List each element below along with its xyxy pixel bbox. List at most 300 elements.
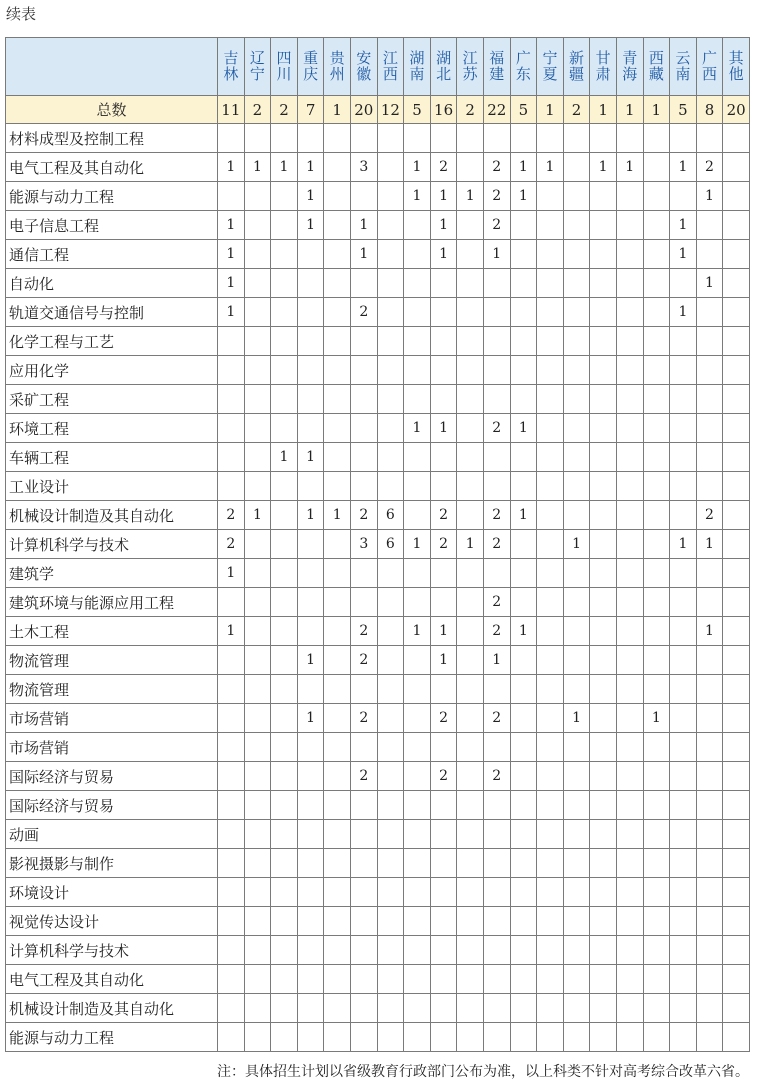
quota-cell bbox=[430, 356, 457, 385]
quota-cell bbox=[563, 153, 590, 182]
quota-cell bbox=[244, 791, 271, 820]
quota-cell bbox=[351, 269, 378, 298]
quota-cell: 1 bbox=[218, 617, 245, 646]
quota-cell bbox=[244, 617, 271, 646]
quota-cell bbox=[590, 849, 617, 878]
quota-cell bbox=[218, 182, 245, 211]
quota-cell bbox=[457, 298, 484, 327]
quota-cell bbox=[537, 791, 564, 820]
major-name: 材料成型及控制工程 bbox=[6, 124, 218, 153]
quota-cell bbox=[537, 588, 564, 617]
quota-cell bbox=[510, 240, 537, 269]
quota-cell bbox=[643, 675, 670, 704]
quota-cell bbox=[430, 878, 457, 907]
total-cell: 16 bbox=[430, 96, 457, 124]
quota-cell bbox=[537, 327, 564, 356]
quota-cell bbox=[324, 182, 351, 211]
quota-cell bbox=[537, 907, 564, 936]
major-name: 环境设计 bbox=[6, 878, 218, 907]
major-name: 建筑环境与能源应用工程 bbox=[6, 588, 218, 617]
quota-cell bbox=[510, 443, 537, 472]
province-label: 贵州 bbox=[329, 49, 345, 83]
quota-cell bbox=[351, 878, 378, 907]
quota-cell bbox=[377, 820, 404, 849]
table-row bbox=[6, 936, 750, 965]
quota-cell bbox=[537, 733, 564, 762]
quota-cell bbox=[537, 965, 564, 994]
quota-cell bbox=[537, 298, 564, 327]
quota-cell bbox=[218, 327, 245, 356]
quota-cell bbox=[723, 385, 750, 414]
quota-cell bbox=[616, 327, 643, 356]
quota-cell bbox=[271, 530, 298, 559]
total-cell: 5 bbox=[510, 96, 537, 124]
quota-cell bbox=[324, 472, 351, 501]
province-header bbox=[643, 38, 670, 96]
quota-cell bbox=[404, 269, 431, 298]
quota-cell bbox=[643, 965, 670, 994]
quota-cell bbox=[616, 530, 643, 559]
quota-cell bbox=[670, 472, 697, 501]
quota-cell bbox=[271, 385, 298, 414]
quota-cell bbox=[377, 588, 404, 617]
table-row bbox=[6, 124, 750, 153]
quota-cell: 1 bbox=[430, 211, 457, 240]
quota-cell bbox=[563, 240, 590, 269]
quota-cell bbox=[696, 733, 723, 762]
quota-cell: 2 bbox=[483, 588, 510, 617]
quota-cell bbox=[457, 704, 484, 733]
quota-cell bbox=[483, 965, 510, 994]
quota-cell bbox=[563, 472, 590, 501]
quota-cell: 1 bbox=[271, 443, 298, 472]
quota-cell bbox=[404, 965, 431, 994]
quota-cell bbox=[377, 617, 404, 646]
quota-cell bbox=[244, 878, 271, 907]
quota-cell bbox=[351, 327, 378, 356]
quota-cell: 1 bbox=[430, 414, 457, 443]
quota-cell bbox=[643, 617, 670, 646]
quota-cell bbox=[377, 646, 404, 675]
quota-cell bbox=[670, 965, 697, 994]
quota-cell bbox=[483, 385, 510, 414]
quota-cell bbox=[457, 820, 484, 849]
quota-cell bbox=[723, 211, 750, 240]
quota-cell bbox=[351, 385, 378, 414]
table-row bbox=[6, 820, 750, 849]
quota-cell: 1 bbox=[616, 153, 643, 182]
quota-cell bbox=[563, 269, 590, 298]
province-header bbox=[324, 38, 351, 96]
table-row bbox=[6, 182, 750, 211]
quota-cell: 1 bbox=[670, 211, 697, 240]
total-cell: 8 bbox=[696, 96, 723, 124]
quota-cell bbox=[430, 791, 457, 820]
quota-cell bbox=[351, 124, 378, 153]
quota-cell bbox=[457, 936, 484, 965]
quota-cell bbox=[696, 791, 723, 820]
major-name: 车辆工程 bbox=[6, 443, 218, 472]
quota-cell bbox=[616, 240, 643, 269]
province-header bbox=[218, 38, 245, 96]
major-name: 电气工程及其自动化 bbox=[6, 965, 218, 994]
table-row bbox=[6, 907, 750, 936]
quota-cell bbox=[643, 356, 670, 385]
quota-cell: 1 bbox=[404, 153, 431, 182]
province-label: 宁夏 bbox=[542, 49, 558, 83]
quota-cell bbox=[377, 472, 404, 501]
quota-cell bbox=[457, 385, 484, 414]
quota-cell: 2 bbox=[483, 704, 510, 733]
quota-cell bbox=[377, 124, 404, 153]
quota-cell bbox=[218, 472, 245, 501]
total-cell: 1 bbox=[324, 96, 351, 124]
quota-cell bbox=[351, 443, 378, 472]
quota-cell bbox=[297, 240, 324, 269]
province-header bbox=[377, 38, 404, 96]
major-name: 计算机科学与技术 bbox=[6, 530, 218, 559]
quota-cell bbox=[723, 124, 750, 153]
quota-cell bbox=[643, 414, 670, 443]
quota-cell bbox=[457, 240, 484, 269]
total-cell: 1 bbox=[616, 96, 643, 124]
quota-cell bbox=[297, 675, 324, 704]
quota-cell bbox=[297, 994, 324, 1023]
quota-cell bbox=[457, 1023, 484, 1052]
province-label: 江西 bbox=[382, 49, 398, 83]
quota-cell bbox=[723, 617, 750, 646]
quota-cell bbox=[510, 646, 537, 675]
quota-cell bbox=[590, 414, 617, 443]
quota-cell bbox=[271, 1023, 298, 1052]
quota-cell bbox=[324, 936, 351, 965]
province-label: 重庆 bbox=[303, 49, 319, 83]
quota-cell bbox=[218, 849, 245, 878]
total-cell: 12 bbox=[377, 96, 404, 124]
quota-cell bbox=[324, 240, 351, 269]
quota-cell bbox=[377, 1023, 404, 1052]
quota-cell bbox=[324, 356, 351, 385]
quota-cell bbox=[218, 414, 245, 443]
province-label: 福建 bbox=[489, 49, 505, 83]
quota-cell bbox=[483, 820, 510, 849]
quota-cell bbox=[723, 791, 750, 820]
province-header bbox=[723, 38, 750, 96]
quota-cell bbox=[643, 646, 670, 675]
quota-cell bbox=[723, 704, 750, 733]
quota-cell bbox=[351, 559, 378, 588]
quota-cell: 2 bbox=[483, 617, 510, 646]
quota-cell bbox=[297, 356, 324, 385]
province-label: 江苏 bbox=[462, 49, 478, 83]
total-cell: 2 bbox=[563, 96, 590, 124]
quota-cell bbox=[297, 530, 324, 559]
quota-cell: 2 bbox=[351, 298, 378, 327]
quota-cell bbox=[510, 559, 537, 588]
quota-cell: 2 bbox=[696, 153, 723, 182]
quota-cell bbox=[723, 182, 750, 211]
total-label: 总数 bbox=[6, 96, 218, 124]
quota-cell bbox=[377, 791, 404, 820]
major-name: 电气工程及其自动化 bbox=[6, 153, 218, 182]
quota-cell bbox=[244, 269, 271, 298]
quota-cell bbox=[377, 907, 404, 936]
quota-cell bbox=[324, 791, 351, 820]
total-cell: 5 bbox=[404, 96, 431, 124]
quota-cell bbox=[696, 472, 723, 501]
quota-cell bbox=[563, 385, 590, 414]
quota-cell bbox=[670, 733, 697, 762]
quota-cell bbox=[457, 791, 484, 820]
total-cell: 7 bbox=[297, 96, 324, 124]
quota-cell: 2 bbox=[218, 501, 245, 530]
quota-cell: 1 bbox=[297, 646, 324, 675]
quota-cell: 2 bbox=[430, 530, 457, 559]
quota-cell bbox=[670, 936, 697, 965]
quota-cell bbox=[218, 965, 245, 994]
table-row bbox=[6, 849, 750, 878]
table-row bbox=[6, 327, 750, 356]
quota-cell bbox=[723, 878, 750, 907]
quota-cell bbox=[430, 965, 457, 994]
quota-cell bbox=[377, 327, 404, 356]
quota-cell bbox=[590, 762, 617, 791]
table-row bbox=[6, 211, 750, 240]
quota-cell: 1 bbox=[510, 153, 537, 182]
total-cell: 5 bbox=[670, 96, 697, 124]
quota-cell bbox=[324, 617, 351, 646]
quota-cell bbox=[670, 791, 697, 820]
quota-cell bbox=[670, 414, 697, 443]
quota-cell bbox=[537, 124, 564, 153]
quota-cell: 1 bbox=[218, 211, 245, 240]
quota-cell bbox=[510, 849, 537, 878]
quota-cell bbox=[297, 733, 324, 762]
quota-cell bbox=[404, 849, 431, 878]
major-name: 物流管理 bbox=[6, 646, 218, 675]
quota-cell bbox=[563, 791, 590, 820]
quota-cell: 1 bbox=[244, 501, 271, 530]
quota-cell bbox=[616, 414, 643, 443]
quota-cell bbox=[670, 849, 697, 878]
quota-cell bbox=[324, 1023, 351, 1052]
quota-cell bbox=[670, 617, 697, 646]
quota-cell: 1 bbox=[696, 182, 723, 211]
quota-cell bbox=[537, 414, 564, 443]
quota-cell bbox=[404, 936, 431, 965]
quota-cell bbox=[537, 820, 564, 849]
quota-cell: 1 bbox=[670, 153, 697, 182]
total-cell: 1 bbox=[537, 96, 564, 124]
quota-cell bbox=[244, 211, 271, 240]
quota-cell bbox=[297, 878, 324, 907]
quota-cell bbox=[457, 327, 484, 356]
quota-cell: 1 bbox=[430, 646, 457, 675]
quota-cell bbox=[590, 617, 617, 646]
quota-cell bbox=[483, 1023, 510, 1052]
quota-cell bbox=[696, 646, 723, 675]
quota-cell bbox=[244, 182, 271, 211]
quota-cell: 1 bbox=[297, 501, 324, 530]
quota-cell bbox=[404, 472, 431, 501]
quota-cell bbox=[351, 588, 378, 617]
quota-cell bbox=[563, 733, 590, 762]
quota-cell bbox=[723, 646, 750, 675]
province-label: 甘肃 bbox=[595, 49, 611, 83]
quota-cell bbox=[324, 704, 351, 733]
quota-cell bbox=[670, 588, 697, 617]
quota-cell bbox=[616, 588, 643, 617]
quota-cell bbox=[590, 356, 617, 385]
quota-cell bbox=[430, 269, 457, 298]
quota-cell bbox=[244, 1023, 271, 1052]
quota-cell: 6 bbox=[377, 501, 404, 530]
quota-cell bbox=[590, 182, 617, 211]
quota-cell bbox=[218, 791, 245, 820]
quota-cell bbox=[297, 936, 324, 965]
quota-cell bbox=[616, 762, 643, 791]
quota-cell bbox=[430, 472, 457, 501]
quota-cell bbox=[404, 994, 431, 1023]
quota-cell bbox=[324, 733, 351, 762]
quota-cell bbox=[324, 588, 351, 617]
quota-cell bbox=[483, 791, 510, 820]
quota-cell bbox=[723, 240, 750, 269]
quota-cell bbox=[297, 791, 324, 820]
quota-cell bbox=[510, 472, 537, 501]
quota-cell bbox=[457, 646, 484, 675]
quota-cell bbox=[590, 588, 617, 617]
quota-cell bbox=[297, 762, 324, 791]
quota-cell bbox=[510, 791, 537, 820]
quota-cell bbox=[563, 443, 590, 472]
quota-cell bbox=[696, 820, 723, 849]
quota-cell bbox=[723, 530, 750, 559]
quota-cell bbox=[537, 240, 564, 269]
quota-cell bbox=[590, 965, 617, 994]
province-header bbox=[457, 38, 484, 96]
quota-cell: 2 bbox=[218, 530, 245, 559]
quota-cell bbox=[670, 1023, 697, 1052]
quota-cell bbox=[696, 356, 723, 385]
quota-cell bbox=[377, 675, 404, 704]
quota-cell bbox=[643, 269, 670, 298]
quota-cell bbox=[271, 907, 298, 936]
quota-cell bbox=[377, 733, 404, 762]
quota-cell bbox=[537, 182, 564, 211]
quota-cell bbox=[404, 820, 431, 849]
quota-cell bbox=[244, 240, 271, 269]
quota-cell bbox=[244, 965, 271, 994]
table-row bbox=[6, 414, 750, 443]
quota-cell bbox=[696, 211, 723, 240]
quota-cell bbox=[430, 588, 457, 617]
quota-cell bbox=[271, 588, 298, 617]
quota-cell bbox=[723, 733, 750, 762]
quota-cell bbox=[324, 269, 351, 298]
province-label: 青海 bbox=[622, 49, 638, 83]
province-header bbox=[616, 38, 643, 96]
quota-cell bbox=[404, 704, 431, 733]
quota-cell bbox=[590, 269, 617, 298]
quota-cell bbox=[430, 559, 457, 588]
quota-cell bbox=[244, 327, 271, 356]
quota-cell bbox=[510, 936, 537, 965]
quota-cell bbox=[457, 762, 484, 791]
major-name: 土木工程 bbox=[6, 617, 218, 646]
table-row bbox=[6, 965, 750, 994]
province-label: 安徽 bbox=[356, 49, 372, 83]
quota-cell bbox=[324, 414, 351, 443]
quota-cell bbox=[616, 443, 643, 472]
quota-cell bbox=[643, 907, 670, 936]
quota-cell bbox=[297, 298, 324, 327]
quota-cell bbox=[670, 878, 697, 907]
quota-cell bbox=[696, 443, 723, 472]
quota-cell bbox=[324, 907, 351, 936]
quota-cell: 1 bbox=[457, 182, 484, 211]
quota-cell bbox=[271, 327, 298, 356]
total-cell: 20 bbox=[351, 96, 378, 124]
quota-cell bbox=[696, 327, 723, 356]
major-name: 视觉传达设计 bbox=[6, 907, 218, 936]
quota-cell bbox=[643, 327, 670, 356]
table-row bbox=[6, 646, 750, 675]
quota-cell bbox=[670, 820, 697, 849]
quota-cell bbox=[643, 559, 670, 588]
quota-cell bbox=[483, 733, 510, 762]
quota-cell: 1 bbox=[297, 153, 324, 182]
province-label: 广西 bbox=[702, 49, 718, 83]
quota-cell bbox=[244, 588, 271, 617]
quota-cell bbox=[616, 356, 643, 385]
quota-cell bbox=[723, 907, 750, 936]
quota-cell bbox=[643, 182, 670, 211]
quota-cell bbox=[271, 704, 298, 733]
quota-cell bbox=[590, 733, 617, 762]
quota-cell bbox=[218, 704, 245, 733]
major-name: 通信工程 bbox=[6, 240, 218, 269]
quota-cell bbox=[244, 559, 271, 588]
quota-cell bbox=[616, 878, 643, 907]
quota-cell bbox=[643, 1023, 670, 1052]
quota-cell bbox=[723, 994, 750, 1023]
quota-cell bbox=[670, 559, 697, 588]
quota-cell bbox=[563, 211, 590, 240]
quota-cell bbox=[616, 559, 643, 588]
quota-cell bbox=[616, 617, 643, 646]
quota-cell bbox=[377, 849, 404, 878]
quota-cell bbox=[377, 153, 404, 182]
quota-cell bbox=[404, 878, 431, 907]
major-name: 工业设计 bbox=[6, 472, 218, 501]
quota-cell bbox=[563, 559, 590, 588]
quota-cell bbox=[271, 762, 298, 791]
quota-cell bbox=[643, 443, 670, 472]
quota-cell bbox=[537, 994, 564, 1023]
quota-cell bbox=[404, 501, 431, 530]
quota-cell bbox=[457, 269, 484, 298]
quota-cell: 1 bbox=[563, 704, 590, 733]
quota-cell bbox=[457, 559, 484, 588]
quota-cell bbox=[271, 849, 298, 878]
quota-cell bbox=[377, 356, 404, 385]
quota-cell bbox=[670, 124, 697, 153]
quota-cell bbox=[483, 994, 510, 1023]
quota-cell bbox=[723, 414, 750, 443]
quota-cell bbox=[244, 414, 271, 443]
quota-cell bbox=[590, 907, 617, 936]
